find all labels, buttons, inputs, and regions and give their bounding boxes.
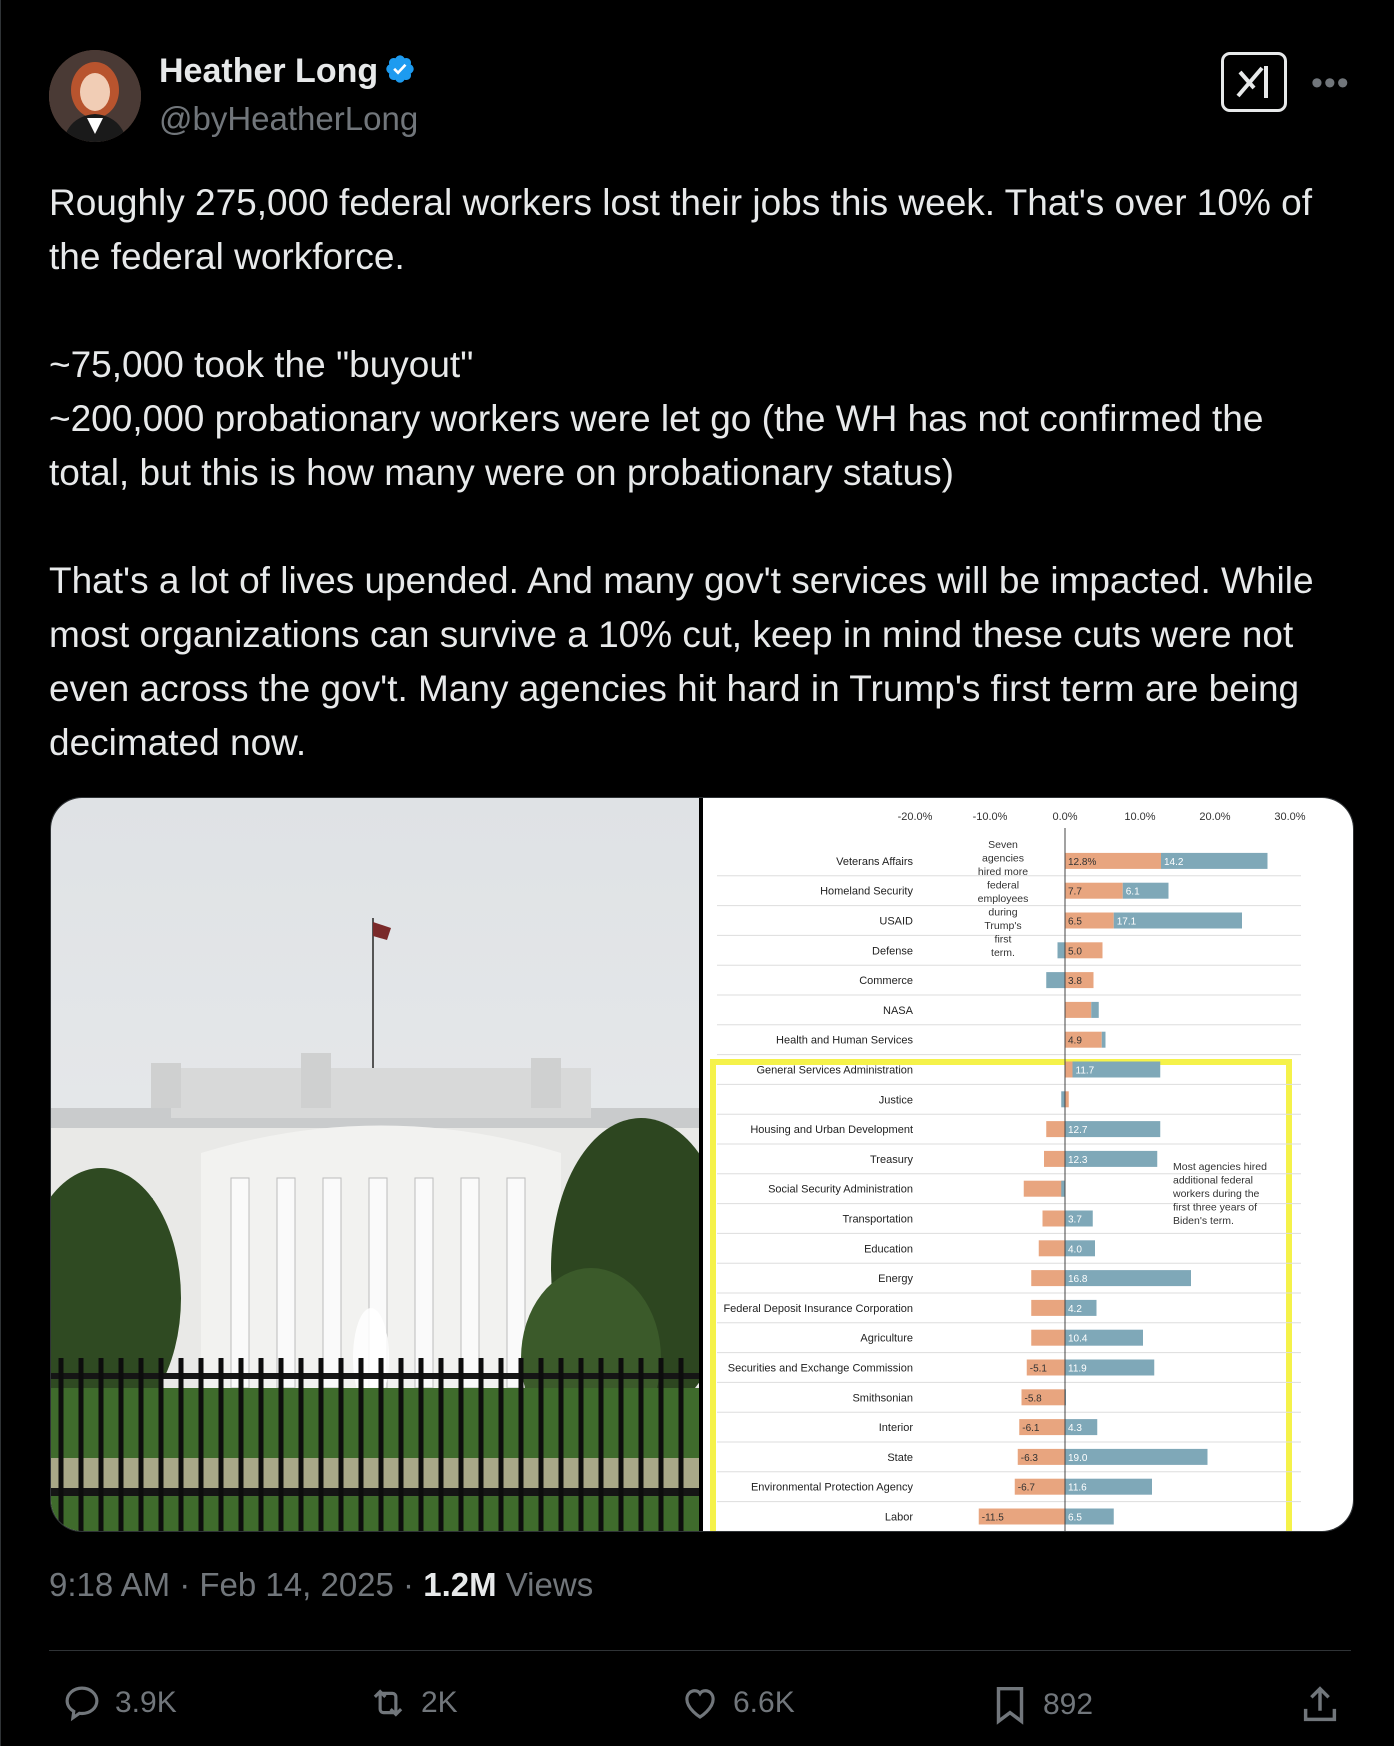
category-label: Homeland Security [820,885,913,898]
biden-bar-label: 14.2 [1164,856,1184,868]
trump-bar-label: 4.9 [1068,1035,1082,1047]
trump-term-bar [1031,1330,1065,1346]
x-tick-label: -20.0% [897,811,933,823]
like-count: 6.6K [733,1686,795,1719]
tweet-media[interactable] [50,797,1354,1532]
category-label: Agriculture [860,1332,913,1345]
bookmark-button[interactable] [987,1682,1093,1728]
category-label: Transportation [842,1213,913,1226]
category-label: Social Security Administration [768,1183,913,1196]
biden-bar-label: 12.3 [1068,1154,1088,1166]
category-label: USAID [879,915,913,928]
trump-bar-label: -6.7 [1017,1482,1035,1494]
views-count[interactable]: 1.2M [423,1566,497,1603]
repost-icon [365,1682,411,1724]
tweet-meta [49,1566,593,1604]
biden-term-bar [1046,972,1065,988]
divider [49,1650,1351,1651]
trump-bar-label: -5.1 [1029,1363,1047,1375]
annotation-top: Trump's [984,920,1022,932]
x-tick-label: 10.0% [1124,811,1156,823]
biden-bar-label: 17.1 [1116,916,1137,928]
category-label: State [887,1451,913,1464]
annotation-box: additional federal [1173,1174,1253,1187]
x-tick-label: 30.0% [1274,811,1306,823]
white-house-photo[interactable] [51,798,699,1531]
category-label: Labor [884,1511,913,1524]
author-handle[interactable]: @byHeatherLong [159,100,419,137]
biden-term-bar [1061,1181,1065,1197]
category-label: Securities and Exchange Commission [727,1362,913,1375]
category-label: Health and Human Services [776,1034,913,1047]
verified-badge-icon [384,53,416,94]
biden-term-bar [1091,1002,1099,1018]
trump-bar-label: -5.8 [1024,1393,1042,1405]
category-label: General Services Administration [756,1064,913,1077]
biden-bar-label: 19.0 [1068,1452,1088,1464]
biden-bar-label: 12.7 [1068,1125,1088,1137]
bookmark-icon [987,1682,1033,1728]
share-icon [1297,1682,1343,1728]
views-label: Views [496,1566,594,1603]
category-label: Defense [872,945,913,958]
trump-bar-label: 3.8 [1068,976,1082,988]
repost-count: 2K [421,1686,458,1719]
trump-term-bar [1065,1002,1091,1018]
biden-bar-label: 6.1 [1125,886,1140,898]
annotation-top: employees [977,893,1029,905]
trump-term-bar [1065,1091,1069,1107]
agency-chart[interactable] [703,798,1353,1531]
trump-term-bar [1043,1211,1066,1227]
biden-bar-label: 10.4 [1068,1333,1088,1345]
category-label: Commerce [859,975,913,988]
annotation-top: hired more [977,866,1029,878]
repost-button[interactable] [365,1682,458,1724]
grok-icon[interactable] [1221,52,1287,112]
trump-term-bar [1031,1270,1065,1286]
avatar[interactable] [49,50,141,142]
biden-bar-label: 16.8 [1068,1274,1088,1286]
annotation-box: Biden's term. [1173,1215,1234,1227]
category-label: Justice [878,1094,913,1107]
annotation-top: first [994,933,1012,946]
trump-term-bar [1039,1240,1065,1256]
trump-bar-label: -11.5 [981,1512,1004,1524]
annotation-top: federal [986,879,1020,892]
annotation-top: agencies [981,852,1025,865]
biden-bar-label: 6.5 [1068,1512,1082,1524]
category-label: Education [864,1243,913,1256]
trump-bar-label: 12.8% [1068,856,1097,868]
trump-bar-label: 5.0 [1068,946,1082,958]
trump-bar-label: -6.3 [1020,1452,1038,1464]
author-name[interactable]: Heather Long [159,52,416,94]
tweet-timestamp[interactable]: 9:18 AM · Feb 14, 2025 · [49,1566,424,1603]
biden-bar-label: 3.7 [1068,1214,1082,1226]
agency-chart-svg [703,798,1353,1531]
trump-term-bar [1044,1151,1065,1167]
category-label: Treasury [870,1153,913,1166]
trump-term-bar [1046,1121,1065,1137]
category-label: Energy [878,1273,913,1286]
trump-term-bar [1024,1181,1065,1197]
x-tick-label: 0.0% [1052,811,1078,823]
x-tick-label: -10.0% [972,811,1008,823]
category-label: Environmental Protection Agency [750,1481,913,1494]
like-button[interactable] [677,1682,795,1724]
biden-term-bar [1058,942,1066,958]
category-label: NASA [883,1004,913,1017]
category-label: Interior [878,1422,913,1435]
biden-bar-label: 11.9 [1068,1363,1087,1375]
tweet-text: Roughly 275,000 federal workers lost their jobs this week. That's over 10% of the federal workforce. ~75,000 took the "buyout" ~200,000 probationary workers were let go (the WH has not confirmed the total, but this is how many were on probationary status) That's a lot of lives upended. And many gov't services will be impacted. While most organizations can survive a 10% cut, keep in mind these cuts were not even across the gov't. Many agencies hit hard in Trump's first term are being decimated now. [49,182,1314,763]
annotation-box: workers during the [1173,1188,1260,1200]
x-tick-label: 20.0% [1199,811,1231,823]
trump-bar-label: -6.1 [1022,1423,1040,1435]
reply-button[interactable] [59,1682,177,1724]
trump-bar-label: 7.7 [1068,886,1082,898]
biden-bar-label: 4.0 [1068,1244,1082,1256]
more-icon[interactable]: ••• [1311,64,1350,102]
category-label: Veterans Affairs [836,855,913,868]
annotation-top: term. [991,947,1015,959]
share-button[interactable] [1297,1682,1353,1728]
biden-bar-label: 4.3 [1068,1423,1082,1435]
biden-term-bar [1061,1091,1065,1107]
annotation-top: Seven [988,839,1018,851]
category-label: Housing and Urban Development [750,1124,913,1137]
category-label: Federal Deposit Insurance Corporation [723,1302,913,1315]
annotation-box: Most agencies hired [1173,1161,1267,1173]
trump-term-bar [1031,1300,1065,1316]
trump-bar-label: 6.5 [1068,916,1082,928]
category-label: Smithsonian [852,1392,913,1405]
bookmark-count: 892 [1043,1688,1094,1721]
biden-term-bar [1102,1032,1106,1048]
biden-bar-label: 4.2 [1068,1303,1082,1315]
reply-icon [59,1682,105,1724]
annotation-top: during [988,906,1018,919]
biden-bar-label: 11.6 [1068,1482,1087,1494]
reply-count: 3.9K [115,1686,177,1719]
annotation-box: first three years of [1173,1201,1258,1214]
like-icon [677,1682,723,1724]
biden-bar-label: 11.7 [1075,1065,1095,1077]
trump-term-bar [1065,1062,1073,1078]
